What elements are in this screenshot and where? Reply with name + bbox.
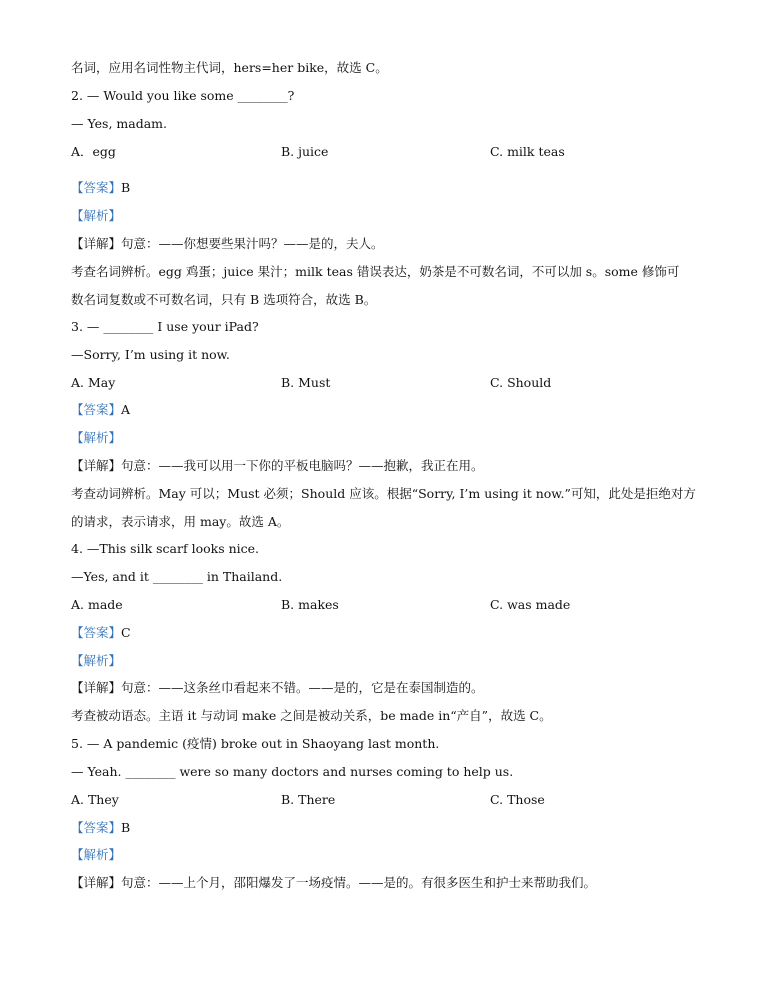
- detail-label: 【详解】: [71, 236, 122, 251]
- detail-text: 句意：——这条丝巾看起来不错。——是的，它是在泰国制造的。: [121, 680, 484, 695]
- answer-label: 【答案】: [71, 180, 122, 195]
- question-4-reply: —Yes, and it ________ in Thailand.: [71, 569, 283, 584]
- question-2-detail-3: 数名词复数或不可数名词，只有 B 选项符合，故选 B。: [71, 292, 377, 307]
- answer-value: B: [121, 820, 131, 835]
- option-c: C. Those: [490, 792, 545, 807]
- detail-text: 句意：——我可以用一下你的平板电脑吗？——抱歉，我正在用。: [121, 458, 484, 473]
- question-3-detail-3: 的请求，表示请求，用 may。故选 A。: [71, 514, 290, 529]
- answer-label: 【答案】: [71, 402, 122, 417]
- question-4-stem: 4. —This silk scarf looks nice.: [71, 541, 260, 556]
- option-b: B. makes: [281, 597, 339, 612]
- question-2-reply: — Yes, madam.: [71, 116, 167, 131]
- answer-label: 【答案】: [71, 820, 122, 835]
- question-2-answer: [71, 179, 711, 197]
- question-3-answer: [71, 401, 711, 419]
- option-b: B. Must: [281, 375, 331, 390]
- question-2-analysis-label: 【解析】: [71, 208, 122, 223]
- answer-value: B: [121, 180, 131, 195]
- question-4-detail-2: 考查被动语态。主语 it 与动词 make 之间是被动关系，be made in“产自”，故选 C。: [71, 708, 552, 723]
- answer-value: A: [121, 402, 131, 417]
- question-2-detail-2: 考查名词辨析。egg 鸡蛋；juice 果汁；milk teas 错误表达，奶茶是不可数名词，不可以加 s。some 修饰可: [71, 264, 680, 279]
- question-3-detail-2: 考查动词辨析。May 可以；Must 必须；Should 应该。根据“Sorry, I’m using it now.”可知，此处是拒绝对方: [71, 486, 696, 501]
- option-b: B. There: [281, 792, 336, 807]
- question-5-answer: [71, 819, 711, 837]
- answer-label: 【答案】: [71, 625, 122, 640]
- question-2-options: [71, 143, 711, 161]
- option-a: A. made: [71, 597, 123, 612]
- question-4-options: [71, 596, 711, 614]
- question-3-detail-1: [71, 457, 711, 475]
- question-5-reply: — Yeah. ________ were so many doctors and nurses coming to help us.: [71, 764, 514, 779]
- question-5-analysis-label: 【解析】: [71, 847, 122, 862]
- option-c: C. Should: [490, 375, 552, 390]
- question-4-analysis-label: 【解析】: [71, 653, 122, 668]
- question-3-options: [71, 374, 711, 392]
- question-2-detail-1: [71, 235, 711, 253]
- option-b: B. juice: [281, 144, 329, 159]
- option-a: A. May: [71, 375, 116, 390]
- option-c: C. milk teas: [490, 144, 565, 159]
- detail-label: 【详解】: [71, 875, 122, 890]
- detail-text: 句意：——你想要些果汁吗？——是的，夫人。: [121, 236, 384, 251]
- question-4-answer: [71, 624, 711, 642]
- question-5-options: [71, 791, 711, 809]
- question-3-reply: —Sorry, I’m using it now.: [71, 347, 230, 362]
- option-a: A．egg: [71, 144, 116, 159]
- question-3-analysis-label: 【解析】: [71, 430, 122, 445]
- question-3-stem: 3. — ________ I use your iPad?: [71, 319, 259, 334]
- intro-line: 名词，应用名词性物主代词，hers=her bike，故选 C。: [71, 60, 388, 75]
- question-5-detail-1: [71, 874, 711, 892]
- detail-label: 【详解】: [71, 680, 122, 695]
- question-4-detail-1: [71, 679, 711, 697]
- option-c: C. was made: [490, 597, 571, 612]
- question-2-stem: 2. — Would you like some ________?: [71, 88, 295, 103]
- detail-text: 句意：——上个月，邵阳爆发了一场疫情。——是的。有很多医生和护士来帮助我们。: [121, 875, 597, 890]
- question-5-stem: 5. — A pandemic (疫情) broke out in Shaoyang last month.: [71, 736, 440, 751]
- option-a: A. They: [71, 792, 119, 807]
- answer-value: C: [121, 625, 131, 640]
- detail-label: 【详解】: [71, 458, 122, 473]
